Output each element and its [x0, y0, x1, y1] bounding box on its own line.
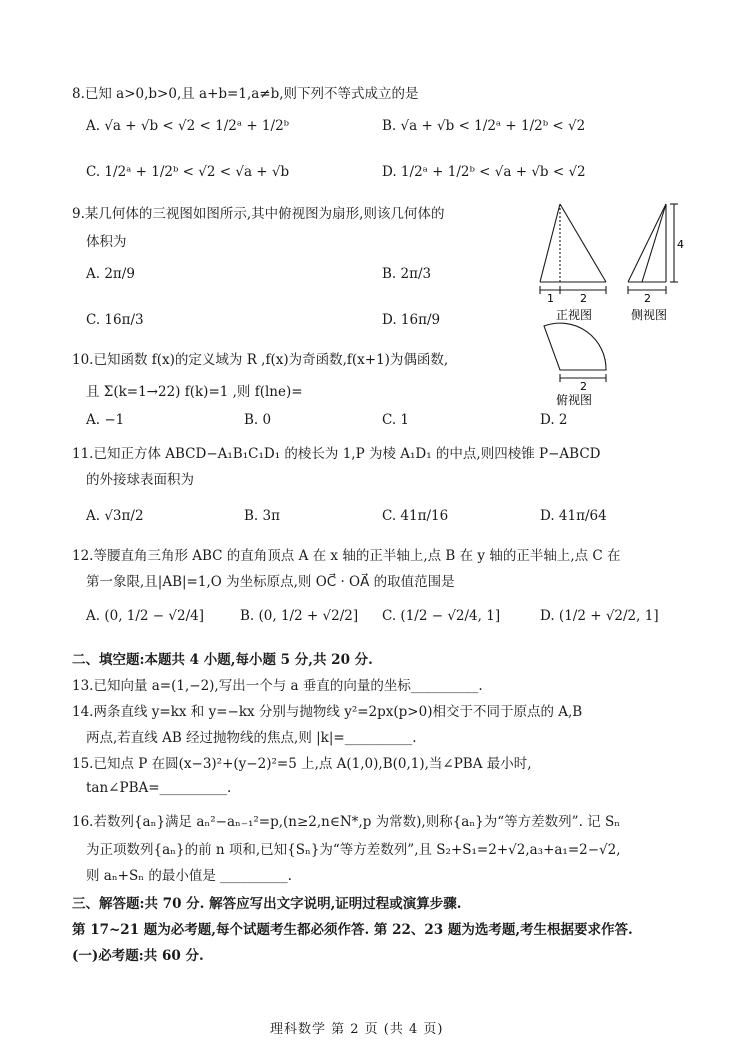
q16-line3: 则 aₙ+Sₙ 的最小值是 __________. [86, 868, 292, 884]
q11-option-c: C. 41π/16 [382, 508, 449, 524]
q13: 13.已知向量 a=(1,−2),写出一个与 a 垂直的向量的坐标__________. [72, 678, 483, 694]
q15-line2: tan∠PBA=__________. [86, 780, 232, 796]
front-view [540, 204, 606, 294]
page-footer: 理科数学 第 2 页 (共 4 页) [270, 1022, 444, 1037]
q9-stem-line1: 9.某几何体的三视图如图所示,其中俯视图为扇形,则该几何体的 [72, 206, 445, 222]
section-answer-heading: 三、解答题:共 70 分. 解答应写出文字说明,证明过程或演算步骤. [72, 896, 462, 912]
q9-option-d: D. 16π/9 [382, 312, 441, 328]
q8-option-c: C. 1/2ᵃ + 1/2ᵇ < √2 < √a + √b [86, 164, 290, 180]
q12-option-d: D. (1/2 + √2/2, 1] [540, 608, 659, 624]
q14-line1: 14.两条直线 y=kx 和 y=−kx 分别与抛物线 y²=2px(p>0)相交于不同于原点的 A,B [72, 704, 583, 720]
q12-stem-line2: 第一象限,且|AB|=1,O 为坐标原点,则 OC⃗ · OA⃗ 的取值范围是 [86, 574, 455, 590]
section-fill-in-heading: 二、填空题:本题共 4 小题,每小题 5 分,共 20 分. [72, 652, 373, 668]
front-view-label: 正视图 [556, 308, 593, 322]
q10-option-d: D. 2 [540, 412, 568, 428]
q8-option-d: D. 1/2ᵃ + 1/2ᵇ < √a + √b < √2 [382, 164, 586, 180]
q9-option-b: B. 2π/3 [382, 266, 432, 282]
q12-option-b: B. (0, 1/2 + √2/2] [240, 608, 359, 624]
three-view-figure [534, 198, 704, 408]
q16-line1: 16.若数列{aₙ}满足 aₙ²−aₙ₋₁²=p,(n≥2,n∈N*,p 为常数),则称{aₙ}为“等方差数列”. 记 Sₙ [72, 814, 621, 830]
q12-option-c: C. (1/2 − √2/4, 1] [382, 608, 501, 624]
front-dim-1: 1 [547, 292, 554, 305]
q8-option-a: A. √a + √b < √2 < 1/2ᵃ + 1/2ᵇ [86, 118, 290, 134]
q11-option-a: A. √3π/2 [86, 508, 144, 524]
q14-line2: 两点,若直线 AB 经过抛物线的焦点,则 |k|=__________. [86, 730, 417, 746]
q15-line1: 15.已知点 P 在圆(x−3)²+(y−2)²=5 上,点 A(1,0),B(0,1),当∠PBA 最小时, [72, 756, 532, 772]
q11-option-b: B. 3π [244, 508, 280, 524]
q12-stem-line1: 12.等腰直角三角形 ABC 的直角顶点 A 在 x 轴的正半轴上,点 B 在 y 轴的正半轴上,点 C 在 [72, 548, 621, 564]
q9-option-c: C. 16π/3 [86, 312, 144, 328]
q10-option-b: B. 0 [244, 412, 272, 428]
section-required-sub: (一)必考题:共 60 分. [72, 948, 204, 964]
q10-stem-line1: 10.已知函数 f(x)的定义域为 R ,f(x)为奇函数,f(x+1)为偶函数, [72, 352, 449, 368]
q16-line2: 为正项数列{aₙ}的前 n 项和,已知{Sₙ}为“等方差数列”,且 S₂+S₁=2+√2,a₃+a₁=2−√2, [86, 842, 621, 858]
q11-option-d: D. 41π/64 [540, 508, 607, 524]
front-dim-2: 2 [580, 292, 587, 305]
top-view-label: 俯视图 [556, 393, 593, 407]
q8-option-b: B. √a + √b < 1/2ᵃ + 1/2ᵇ < √2 [382, 118, 586, 134]
q11-stem-line1: 11.已知正方体 ABCD−A₁B₁C₁D₁ 的棱长为 1,P 为棱 A₁D₁ 的中点,则四棱锥 P−ABCD [72, 446, 601, 462]
q12-option-a: A. (0, 1/2 − √2/4] [86, 608, 204, 624]
top-dim-2: 2 [580, 380, 587, 393]
q9-stem-line2: 体积为 [86, 234, 127, 250]
q10-option-a: A. −1 [86, 412, 125, 428]
q10-option-c: C. 1 [382, 412, 410, 428]
q8-stem: 8.已知 a>0,b>0,且 a+b=1,a≠b,则下列不等式成立的是 [72, 86, 419, 102]
side-dim-4: 4 [677, 238, 684, 251]
section-answer-note: 第 17~21 题为必考题,每个试题考生都必须作答. 第 22、23 题为选考题,考生根据要求作答. [72, 922, 633, 938]
side-view-label: 侧视图 [631, 308, 668, 322]
side-view [628, 204, 678, 294]
q11-stem-line2: 的外接球表面积为 [86, 472, 194, 488]
q10-stem-line2: 且 Σ(k=1→22) f(k)=1 ,则 f(lne)= [86, 384, 303, 400]
side-dim-2: 2 [644, 292, 651, 305]
top-view [544, 323, 606, 382]
q9-option-a: A. 2π/9 [86, 266, 135, 282]
